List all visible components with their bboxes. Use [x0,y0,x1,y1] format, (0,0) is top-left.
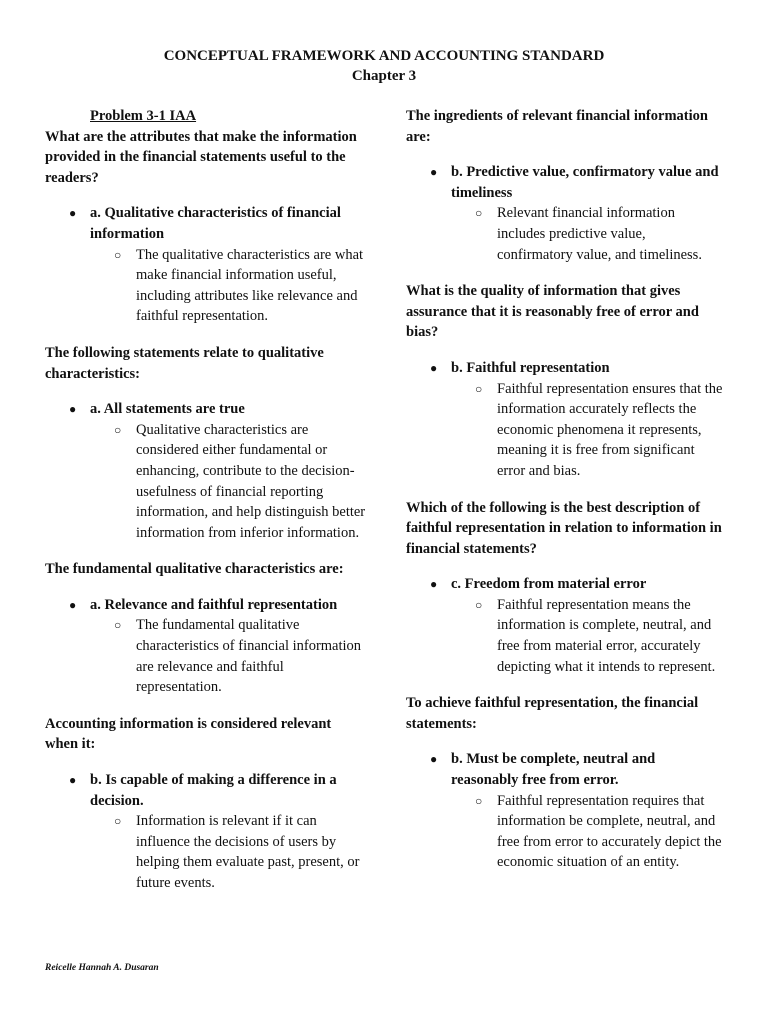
qa-item [45,127,367,327]
sub-bullet-icon: ○ [114,422,122,437]
bullet-icon: ● [430,752,438,767]
answer-row [45,203,367,244]
question-text: The following statements relate to qualitative characteristics: [45,344,324,382]
qa-item [406,106,724,265]
document-title: CONCEPTUAL FRAMEWORK AND ACCOUNTING STANDARD [163,48,605,64]
answer-row [406,574,724,595]
bullet-icon: ● [69,402,77,417]
explanation-text: Qualitative characteristics are considered either fundamental or enhancing, contribute to the decision-usefulness of financial reporting information, and help distinguish better information from inferior information. [136,421,366,541]
sub-bullet-icon: ○ [114,247,122,262]
explanation-text: The qualitative characteristics are what make financial information useful, including attributes like relevance and faithful representation. [136,246,364,325]
author-footer: Reicelle Hannah A. Dusaran [45,963,159,973]
bullet-icon: ● [430,165,438,180]
explanation-text: Relevant financial information includes predictive value, confirmatory value, and timeliness. [497,205,702,263]
sub-bullet-icon: ○ [114,618,122,633]
explanation-row [406,203,724,265]
right-item-list [406,106,724,873]
explanation-row [406,791,724,873]
answer-text: c. Freedom from material error [451,576,647,593]
question-text: To achieve faithful representation, the financial statements: [406,695,699,732]
left-column [45,106,367,910]
bullet-icon: ● [69,206,77,221]
answer-text: a. Relevance and faithful representation [90,596,338,613]
explanation-text: Faithful representation means the information is complete, neutral, and free from material error, accurately depicting what it intends to represent. [497,596,716,675]
answer-text: a. Qualitative characteristics of financial information [90,205,341,242]
bullet-icon: ● [69,773,77,788]
explanation-row [406,379,724,482]
explanation-text: The fundamental qualitative characteristics of financial information are relevance and faithful representation. [136,617,362,696]
answer-row [45,595,367,616]
sub-bullet-icon: ○ [475,597,483,612]
answer-row [406,162,724,203]
explanation-text: Faithful representation requires that information be complete, neutral, and free from error to accurately depict the economic situation of an entity. [497,792,722,871]
qa-item [45,714,367,894]
qa-item [45,343,367,543]
question-text: The ingredients of relevant financial information are: [406,108,708,145]
sub-bullet-icon: ○ [475,206,483,221]
problem-heading: Problem 3-1 IAA [90,108,197,124]
bullet-icon: ● [430,577,438,592]
answer-text: b. Is capable of making a difference in a decision. [90,772,337,809]
answer-row [45,399,367,420]
question-text: The fundamental qualitative characteristics are: [45,561,344,578]
bullet-icon: ● [69,597,77,612]
explanation-row [45,420,367,544]
answer-text: a. All statements are true [90,401,245,418]
explanation-row [45,615,367,697]
answer-row [45,770,367,811]
answer-text: b. Must be complete, neutral and reasonably free from error. [451,751,656,789]
qa-item [406,498,724,678]
sub-bullet-icon: ○ [475,793,483,808]
right-column [406,106,724,889]
qa-item [45,559,367,698]
explanation-text: Faithful representation ensures that the information accurately reflects the economic phenomena it represents, meaning it is free from significant error and bias. [497,380,723,479]
qa-item [406,693,724,873]
explanation-text: Information is relevant if it can influence the decisions of users by helping them evaluate past, present, or future events. [136,813,360,891]
question-text: Which of the following is the best description of faithful representation in relation to information in financial statements? [406,499,722,557]
explanation-row [45,245,367,327]
question-text: What is the quality of information that gives assurance that it is reasonably free of error and bias? [406,283,699,341]
document-header [0,46,768,86]
question-text: Accounting information is considered relevant when it: [45,715,332,753]
chapter-label: Chapter 3 [351,68,417,84]
left-item-list [45,127,367,894]
answer-row [406,749,724,790]
answer-row [406,358,724,379]
qa-item [406,281,724,481]
explanation-row [406,595,724,677]
question-text: What are the attributes that make the information provided in the financial statements useful to the readers? [45,128,357,186]
sub-bullet-icon: ○ [475,381,483,396]
answer-text: b. Faithful representation [451,359,610,376]
explanation-row [45,811,367,893]
answer-text: b. Predictive value, confirmatory value and timeliness [451,164,719,201]
bullet-icon: ● [430,360,438,375]
sub-bullet-icon: ○ [114,814,122,829]
